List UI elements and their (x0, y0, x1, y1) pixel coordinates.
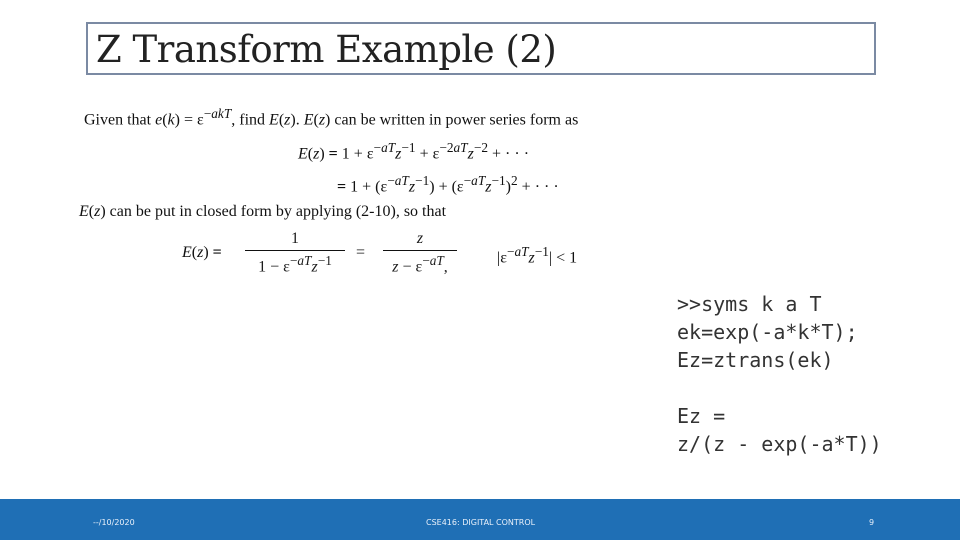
convergence-condition: $|\varepsilon^{-aT}z^{-1}| < 1$ (497, 244, 578, 267)
fraction-2-bar (383, 250, 457, 251)
fraction-1-bar (245, 250, 345, 251)
code-line (677, 374, 882, 402)
series-equation-2: = $1 + (\varepsilon^{-aT}z^{-1}) + (\varepsilon^{-aT}z^{-1})^2$ + · · · (337, 173, 559, 196)
intro-paragraph: Given that $e(k) = \varepsilon^{-akT}$, find E(z). E(z) can be written in power series form as (84, 106, 579, 129)
footer-page-number: 9 (869, 518, 875, 527)
fraction-2-numerator: z (416, 230, 424, 247)
code-line: >>syms k a T (677, 292, 822, 316)
code-line: ek=exp(-a*k*T); (677, 320, 858, 344)
fraction-2-denominator: $z - \varepsilon^{-aT}$, (392, 253, 448, 276)
fraction-1-denominator: $1 - \varepsilon^{-aT}z^{-1}$ (258, 253, 332, 276)
slide-title: Z Transform Example (2) (96, 28, 557, 71)
closed-form-paragraph: E(z) can be put in closed form by applying (2-10), so that (79, 203, 447, 220)
code-line: z/(z - exp(-a*T)) (677, 432, 882, 456)
closed-form-lhs: E(z) = (182, 244, 222, 261)
title-box (86, 22, 876, 75)
fraction-2 (383, 230, 457, 276)
matlab-code-block (677, 290, 882, 458)
series-equation-1: $E(z) = 1 + \varepsilon^{-aT}z^{-1} + \varepsilon^{-2aT}z^{-2}$ + · · · (298, 140, 530, 163)
footer-bar (0, 499, 960, 540)
closed-form-equals: = (356, 244, 366, 261)
fraction-1-numerator: 1 (291, 230, 299, 247)
footer-course: CSE416: DIGITAL CONTROL (426, 518, 536, 527)
fraction-1 (245, 230, 345, 276)
code-line: Ez = (677, 404, 726, 428)
code-line: Ez=ztrans(ek) (677, 348, 834, 372)
footer-date: --/10/2020 (93, 518, 135, 527)
